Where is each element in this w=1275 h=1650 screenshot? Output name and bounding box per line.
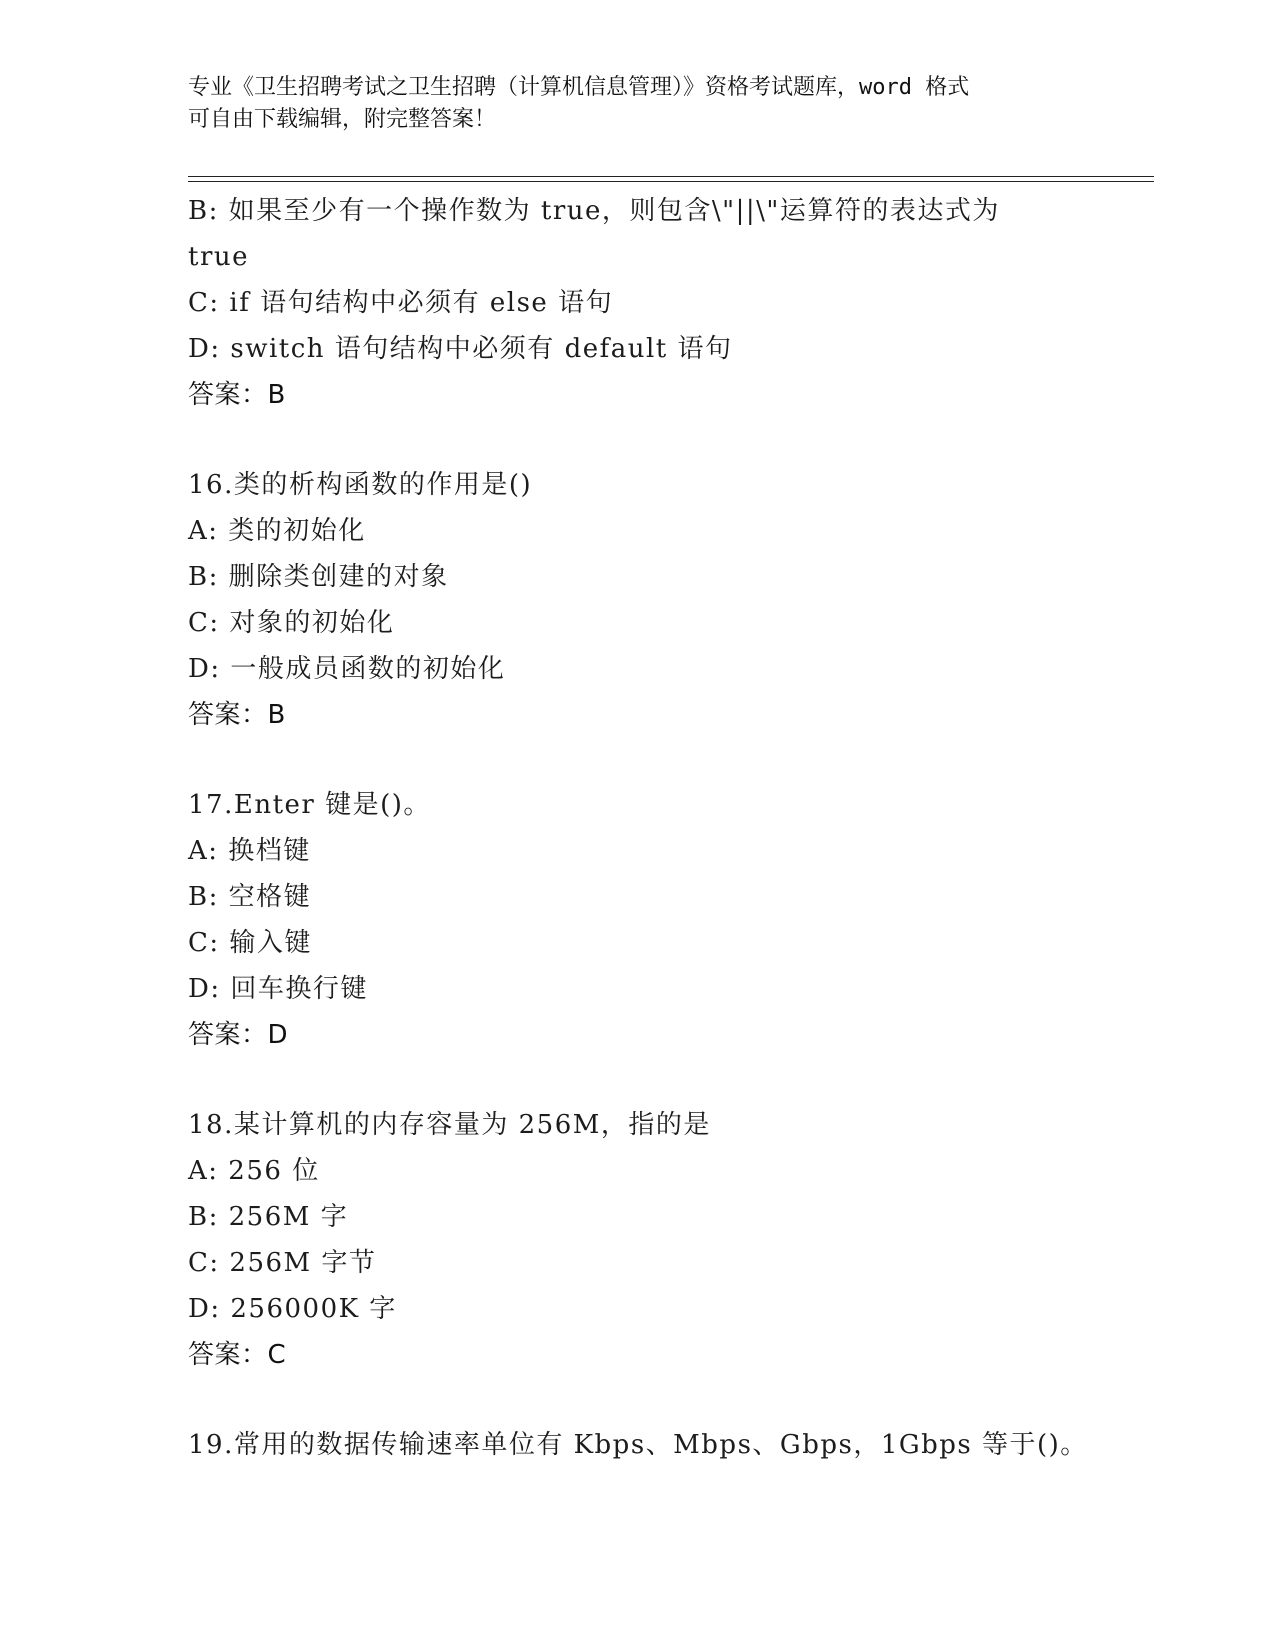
question-stem: 19.常用的数据传输速率单位有 Kbps、Mbps、Gbps，1Gbps 等于()。 [188, 1430, 1088, 1460]
question-stem: 18.某计算机的内存容量为 256M，指的是 [188, 1110, 711, 1140]
answer: 答案：B [188, 380, 286, 410]
spacer [188, 738, 1148, 782]
question-15-continued [188, 188, 1148, 418]
option-a: A: 256 位 [188, 1156, 320, 1186]
header-title-line-1: 专业《卫生招聘考试之卫生招聘（计算机信息管理）》资格考试题库，word 格式 [188, 75, 970, 100]
spacer [188, 1378, 1148, 1422]
option-c: C: 输入键 [188, 928, 312, 958]
header-divider-bottom [188, 181, 1154, 182]
answer: 答案：D [188, 1020, 289, 1050]
question-17 [188, 782, 1148, 1058]
option-c: C: if 语句结构中必须有 else 语句 [188, 288, 614, 318]
option-a: A: 类的初始化 [188, 516, 366, 546]
question-18 [188, 1102, 1148, 1378]
option-a: A: 换档键 [188, 836, 311, 866]
option-b: B: 删除类创建的对象 [188, 562, 449, 592]
option-c: C: 对象的初始化 [188, 608, 395, 638]
option-d: D: 一般成员函数的初始化 [188, 654, 506, 684]
answer: 答案：B [188, 700, 286, 730]
spacer [188, 1058, 1148, 1102]
question-stem: 17.Enter 键是()。 [188, 790, 431, 820]
question-list [188, 188, 1148, 1468]
question-16 [188, 462, 1148, 738]
answer: 答案：C [188, 1340, 287, 1370]
header-title-line-2: 可自由下载编辑，附完整答案！ [188, 107, 497, 132]
option-c: C: 256M 字节 [188, 1248, 377, 1278]
option-d: D: 回车换行键 [188, 974, 368, 1004]
header-divider-top [188, 176, 1154, 177]
option-b-continued: true [188, 242, 250, 272]
option-b: B: 如果至少有一个操作数为 true，则包含\"||\"运算符的表达式为 [188, 196, 1000, 226]
option-d: D: 256000K 字 [188, 1294, 397, 1324]
spacer [188, 418, 1148, 462]
option-b: B: 空格键 [188, 882, 312, 912]
question-19 [188, 1422, 1148, 1468]
option-b: B: 256M 字 [188, 1202, 349, 1232]
document-header [188, 72, 1088, 136]
question-stem: 16.类的析构函数的作用是() [188, 470, 533, 500]
option-d: D: switch 语句结构中必须有 default 语句 [188, 334, 733, 364]
